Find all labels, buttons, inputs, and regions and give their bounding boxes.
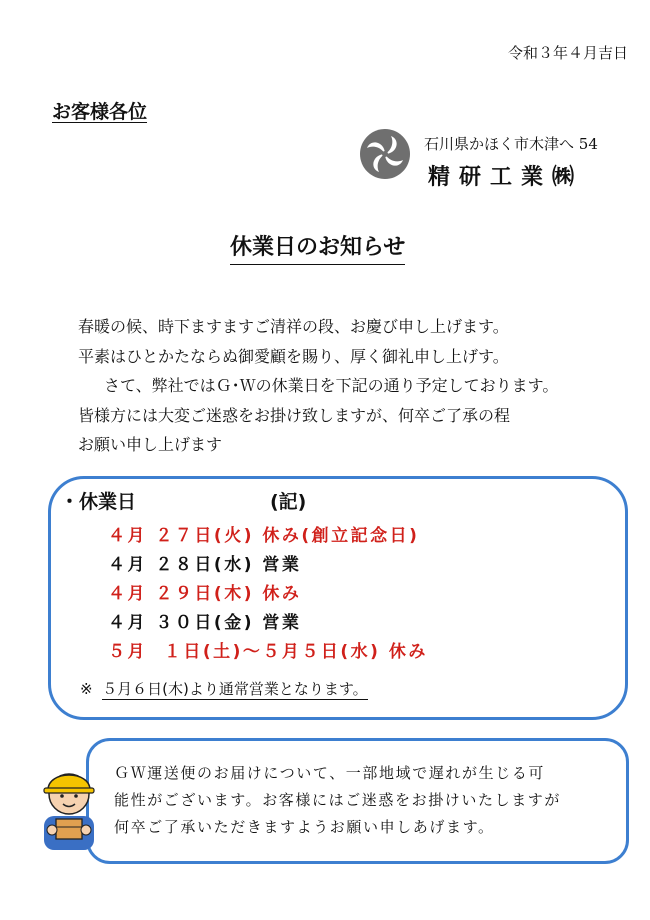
schedule-item: ４月 ２７日(火) 休み(創立記念日) [108, 526, 420, 546]
ki-label: (記) [270, 491, 307, 513]
body-line: さて、弊社ではＧ･Ｗの休業日を下記の通り予定しております。 [104, 376, 559, 395]
holiday-schedule [108, 522, 428, 667]
body-line: お願い申し上げます [78, 435, 223, 454]
body-line: 春暖の候、時下ますますご清祥の段、お慶び申し上げます。 [78, 317, 509, 336]
schedule-item: ４月 ２９日(木) 休み [108, 584, 302, 604]
note-text: ５月６日(木)より通常営業となります。 [102, 680, 368, 698]
delivery-worker-icon [36, 764, 102, 852]
company-address: 石川県かほく市木津へ 54 [424, 135, 598, 153]
note-mark: ※ [80, 680, 93, 698]
addressee: お客様各位 [52, 101, 148, 123]
page-title: 休業日のお知らせ [230, 230, 405, 265]
greeting-body [78, 312, 618, 460]
company-logo-icon [359, 128, 411, 180]
schedule-item: ４月 ３０日(金) 営業 [108, 613, 302, 633]
body-line: 皆様方には大変ご迷惑をお掛け致しますが、何卒ご了承の程 [78, 405, 511, 425]
holiday-title: ・休業日 [60, 491, 137, 513]
gw-line: 能性がございます。お客様にはご迷惑をお掛けいたしますが [114, 791, 562, 809]
gw-line: ＧＷ運送便のお届けについて、一部地域で遅れが生じる可 [114, 764, 546, 782]
company-name: 精研工業㈱ [428, 165, 584, 190]
holiday-note [80, 678, 368, 699]
document-date: 令和３年４月吉日 [507, 44, 628, 62]
schedule-item: ５月 １日(土)～５月５日(水) 休み [108, 642, 428, 662]
schedule-item: ４月 ２８日(水) 営業 [108, 555, 302, 575]
gw-notice-text [114, 760, 561, 841]
gw-line: 何卒ご了承いただきますようお願い申しあげます。 [114, 818, 495, 836]
body-line: 平素はひとかたならぬ御愛顧を賜り、厚く御礼申し上げす。 [78, 346, 509, 366]
